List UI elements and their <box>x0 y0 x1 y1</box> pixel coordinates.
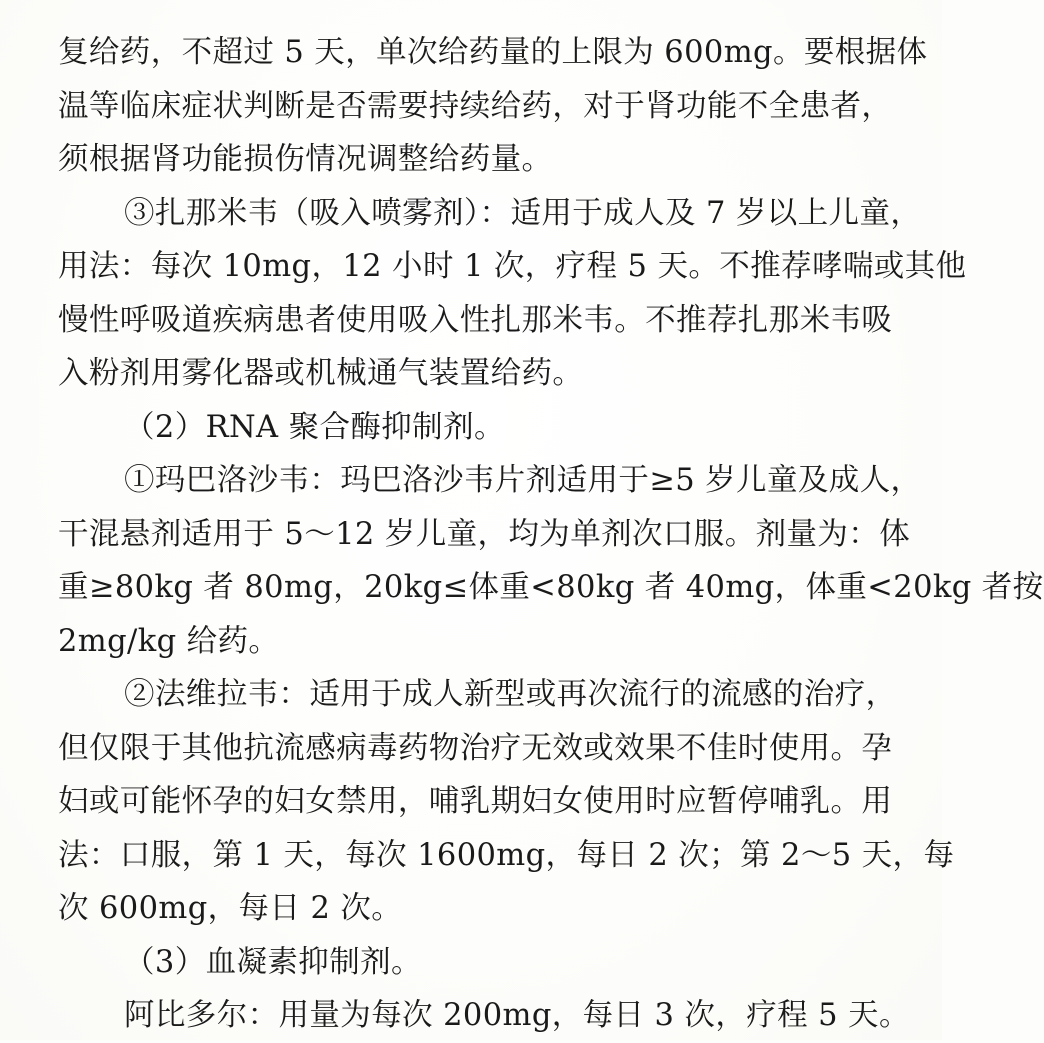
document-body <box>58 26 1044 1043</box>
document-line-paragraph-start: 阿比多尔：用量为每次 200mg，每日 3 次，疗程 5 天。 <box>124 998 910 1033</box>
document-line: 2mg/kg 给药。 <box>58 623 280 659</box>
document-line: 重≥80kg 者 80mg，20kg≤体重<80kg 者 40mg，体重<20kg 者按 <box>58 570 1044 605</box>
document-line: 慢性呼吸道疾病患者使用吸入性扎那米韦。不推荐扎那米韦吸 <box>58 302 893 338</box>
document-line-paragraph-start: （3）血凝素抑制剂。 <box>124 944 422 980</box>
document-line-paragraph-start: （2）RNA 聚合酶抑制剂。 <box>124 409 505 445</box>
document-line-paragraph-start: ①玛巴洛沙韦：玛巴洛沙韦片剂适用于≥5 岁儿童及成人， <box>124 463 922 498</box>
document-line: 但仅限于其他抗流感病毒药物治疗无效或效果不佳时使用。孕 <box>58 730 893 766</box>
document-line: 妇或可能怀孕的妇女禁用，哺乳期妇女使用时应暂停哺乳。用 <box>58 784 893 819</box>
document-line: 干混悬剂适用于 5～12 岁儿童，均为单剂次口服。剂量为：体 <box>58 516 911 552</box>
document-line: 复给药，不超过 5 天，单次给药量的上限为 600mg。要根据体 <box>58 35 928 70</box>
document-line-paragraph-start: ②法维拉韦：适用于成人新型或再次流行的流感的治疗， <box>124 677 897 712</box>
document-line: 法：口服，第 1 天，每次 1600mg，每日 2 次；第 2～5 天，每 <box>58 837 955 873</box>
document-line: 须根据肾功能损伤情况调整给药量。 <box>58 142 553 177</box>
document-line: 用法：每次 10mg，12 小时 1 次，疗程 5 天。不推荐哮喘或其他 <box>58 249 967 284</box>
document-line: 温等临床症状判断是否需要持续给药，对于肾功能不全患者， <box>58 88 893 124</box>
document-line-paragraph-start: ③扎那米韦（吸入喷雾剂）：适用于成人及 7 岁以上儿童， <box>124 195 922 231</box>
document-line: 入粉剂用雾化器或机械通气装置给药。 <box>58 356 584 391</box>
document-line: 次 600mg，每日 2 次。 <box>58 891 403 926</box>
